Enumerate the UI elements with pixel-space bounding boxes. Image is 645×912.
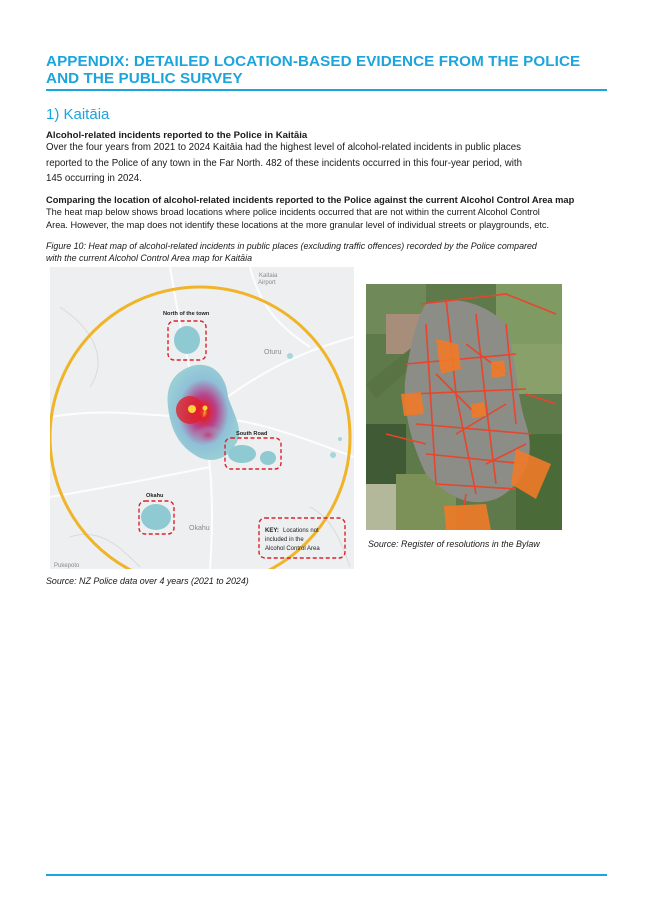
section-heading: 1) Kaitāia — [46, 106, 110, 123]
heat-dot-east — [330, 452, 336, 458]
label-north-of-town: North of the town — [163, 311, 210, 317]
heat-hotspot-centre — [188, 405, 196, 413]
incidents-line-2: reported to the Police of any town in the Far North. 482 of these incidents occurred in this four-year period, with — [46, 157, 523, 169]
heat-cluster-south — [194, 425, 222, 445]
label-oturu: Oturu — [264, 349, 282, 356]
heat-cluster-south-road-1 — [228, 445, 256, 463]
comparison-subheading: Comparing the location of alcohol-related incidents reported to the Police against the current Alcohol Control Area map — [46, 195, 575, 205]
key-label-bold: KEY: — [265, 528, 279, 534]
heat-dot-oturu — [287, 353, 293, 359]
appendix-title-line-1: APPENDIX: DETAILED LOCATION-BASED EVIDENCE FROM THE POLICE — [46, 53, 581, 70]
incidents-subheading: Alcohol-related incidents reported to the Police in Kaitāia — [46, 130, 308, 141]
key-line-1: Locations not — [283, 528, 319, 534]
heat-cluster-south-road-2 — [260, 451, 276, 465]
alcohol-control-area-map — [366, 284, 562, 530]
incidents-line-3: 145 occurring in 2024. — [46, 173, 142, 184]
heat-map — [50, 267, 354, 569]
label-kaitaia: Kaitaia — [259, 273, 278, 279]
appendix-title — [46, 53, 606, 87]
figure-caption — [46, 240, 611, 264]
figure-caption-line-1: Figure 10: Heat map of alcohol-related incidents in public places (excluding traffic offences) recorded by the Police compared — [46, 241, 537, 251]
incidents-paragraph — [46, 140, 611, 187]
source-police: Source: NZ Police data over 4 years (2021 to 2024) — [46, 576, 249, 586]
heat-hotspot-secondary — [203, 406, 208, 411]
label-pukepoto: Pukepoto — [54, 563, 80, 569]
heat-dot-east-2 — [338, 437, 342, 441]
title-divider — [46, 89, 607, 91]
footer-divider — [46, 874, 607, 876]
source-bylaw: Source: Register of resolutions in the Bylaw — [368, 539, 540, 549]
comparison-line-2: Area. However, the map does not identify these locations at the more granular level of individual streets or playgrounds, etc. — [46, 220, 550, 230]
label-okahu: Okahu — [146, 493, 164, 499]
incidents-line-1: Over the four years from 2021 to 2024 Kaitāia had the highest level of alcohol-related incidents in public places — [46, 142, 521, 153]
key-line-2: included in the — [265, 537, 304, 543]
figure-caption-line-2: with the current Alcohol Control Area map for Kaitāia — [46, 253, 253, 263]
comparison-paragraph — [46, 206, 611, 232]
label-okahu-map: Okahu — [189, 525, 210, 532]
key-line-3: Alcohol Control Area — [265, 546, 320, 552]
comparison-line-1: The heat map below shows broad locations where police incidents occurred that are not within the current Alcohol Control — [46, 207, 540, 217]
label-south-road: South Road — [236, 431, 268, 437]
heat-cluster-okahu — [141, 504, 171, 530]
label-airport: Airport — [258, 280, 276, 286]
appendix-title-line-2: AND THE PUBLIC SURVEY — [46, 70, 243, 87]
heat-cluster-north — [174, 326, 200, 354]
